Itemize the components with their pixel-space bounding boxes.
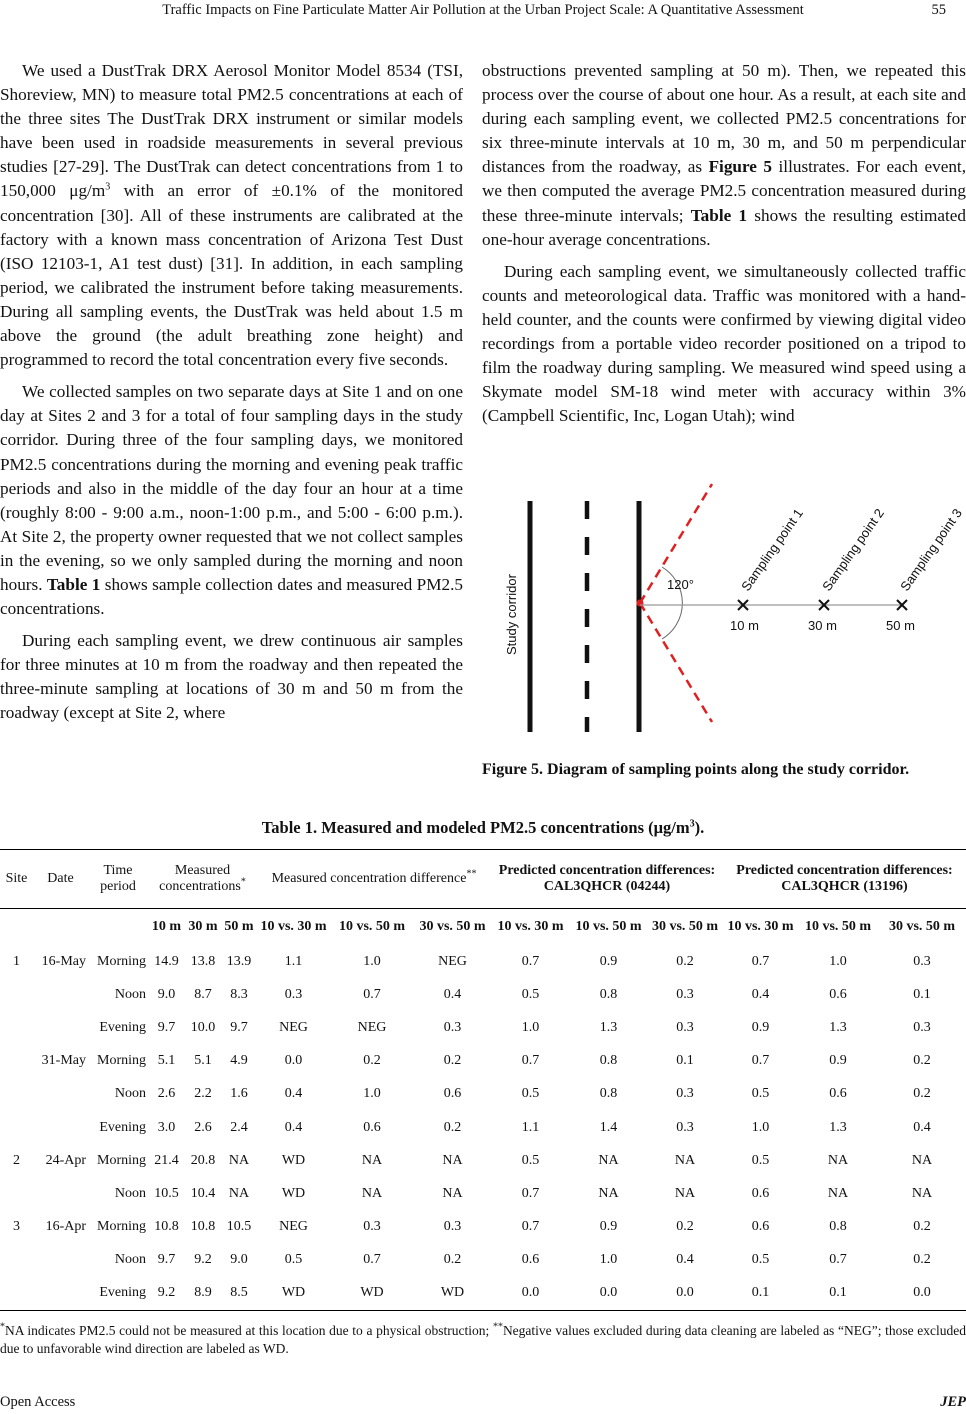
value-cell: 8.9 (185, 1277, 221, 1311)
subheader-cell: 10 vs. 50 m (798, 909, 878, 946)
value-cell: 0.4 (676, 1252, 694, 1268)
value-cell: 0.8 (599, 1086, 618, 1102)
value-cell: 13.9 (226, 953, 252, 969)
value-cell: 0.2 (443, 1053, 462, 1069)
value-cell: 0.5 (521, 986, 540, 1002)
paragraph: During each sampling event, we drew continuous air samples for three minutes at 10 m from the roadway and then repeated the three-minute sampling at locations of 30 m and 50 m from the roadway (except at Site 2, where (0, 631, 463, 723)
date-cell (33, 1177, 88, 1210)
table-row (0, 978, 966, 1011)
value-cell: 0.5 (284, 1252, 303, 1268)
value-cell: NA (911, 1185, 933, 1201)
site-cell (0, 1111, 33, 1144)
value-cell: NEG (279, 1219, 308, 1235)
value-cell: 0.7 (751, 1053, 770, 1069)
figure-ref[interactable]: Figure 5 (708, 157, 773, 177)
value-cell: 0.1 (913, 986, 931, 1002)
site-cell (0, 1277, 33, 1311)
value-cell: 0.9 (599, 1219, 618, 1235)
site-cell (0, 978, 33, 1011)
value-cell: 0.8 (829, 1219, 847, 1235)
value-cell: 9.0 (230, 1252, 248, 1268)
date-cell (33, 1277, 88, 1311)
value-cell: 0.7 (829, 1252, 847, 1268)
value-cell: NA (827, 1152, 849, 1168)
value-cell: 0.6 (363, 1119, 381, 1135)
table-row (0, 1277, 966, 1311)
value-cell: 0.5 (751, 1252, 770, 1268)
value-cell: 0.2 (443, 1119, 462, 1135)
value-cell: 0.6 (829, 986, 847, 1002)
value-cell: 0.9 (751, 1019, 770, 1035)
value-cell: 10.8 (154, 1219, 179, 1235)
value-cell: 2.6 (157, 1086, 176, 1102)
value-cell: 0.1 (723, 1277, 798, 1311)
value-cell: NEG (438, 953, 467, 969)
col-header-measured-diff: Measured concentration difference** (257, 850, 491, 909)
subheader-cell: 10 vs. 30 m (723, 909, 798, 946)
date-cell (33, 1244, 88, 1277)
page-footer (0, 1394, 966, 1414)
table-footnote: *NA indicates PM2.5 could not be measured at this location due to a physical obstruction; **Negative values excluded during data cleaning are labeled as “NEG”; those excluded due to unfavorable wind direction are labeled as WD. (0, 1321, 966, 1356)
value-cell: 4.9 (230, 1053, 248, 1069)
col-header-predicted-04244: Predicted concentration differences: CAL3QHCR (04244) (491, 850, 723, 909)
table-title: Table 1. Measured and modeled PM2.5 concentrations $(\mu g/m^3)$. (261, 818, 705, 837)
paragraph: obstructions prevented sampling at 50 m). Then, we repeated this process over the course of about one hour. As a result, at each site and during each sampling event, we collected PM2.5 concentrations for six three-minute intervals at 10 m, 30 m, and 50 m perpendicular distances from the roadway, as Figure 5 illustrates. For each event, we then computed the average PM2.5 concentration measured during these three-minute intervals; Table 1 shows the resulting estimated one-hour average concentrations. (482, 61, 966, 249)
value-cell: NA (598, 1152, 619, 1168)
value-cell: 0.3 (913, 1019, 931, 1035)
value-cell: 0.3 (284, 986, 303, 1002)
value-cell: 0.0 (491, 1277, 570, 1311)
value-cell: 10.5 (154, 1185, 179, 1201)
value-cell: 1.1 (284, 953, 303, 969)
value-cell: 0.3 (676, 1119, 694, 1135)
value-cell: 0.7 (521, 1053, 540, 1069)
value-cell: NA (442, 1185, 463, 1201)
value-cell: 0.3 (363, 1219, 381, 1235)
subheader-cell: 30 m (185, 909, 221, 946)
value-cell: 9.0 (157, 986, 176, 1002)
value-cell: NA (674, 1185, 696, 1201)
date-cell: 31-May (41, 1053, 86, 1069)
value-cell: 0.4 (443, 986, 462, 1002)
left-column (0, 59, 463, 734)
date-cell: 16-May (41, 953, 86, 969)
data-table (0, 849, 966, 1311)
value-cell: 10.5 (226, 1219, 252, 1235)
value-cell: NEG (279, 1019, 308, 1035)
value-cell: 0.5 (521, 1152, 540, 1168)
subheader-cell: 10 vs. 50 m (330, 909, 414, 946)
subheader-cell: 30 vs. 50 m (647, 909, 723, 946)
figure-5-diagram (482, 470, 966, 760)
value-cell: 8.5 (221, 1277, 257, 1311)
period-cell: Evening (88, 1277, 148, 1311)
value-cell: 1.6 (230, 1086, 248, 1102)
period-cell: Noon (114, 1252, 146, 1268)
value-cell: NA (228, 1185, 250, 1201)
sampling-point-1-label: Sampling point 1 (738, 505, 807, 594)
table-ref[interactable]: Table 1 (690, 205, 748, 225)
value-cell: 0.3 (443, 1019, 462, 1035)
value-cell: 0.3 (676, 1086, 694, 1102)
value-cell: WD (257, 1277, 330, 1311)
value-cell: 5.1 (194, 1053, 212, 1069)
site-cell: 3 (13, 1219, 20, 1235)
paragraph: During each sampling event, we simultaneously collected traffic counts and meteorological data. Traffic was monitored with a hand-held counter, and the counts were confirmed by viewing digital video recordings from a portable video recorder positioned on a tripod to film the roadway during sampling. We measured wind speed using a Skymate model SM-18 wind meter with accuracy within 3% (Campbell Scientific, Inc, Logan Utah); wind (482, 261, 966, 426)
sampling-point-3-label: Sampling point 3 (897, 505, 966, 594)
value-cell: 0.7 (521, 953, 540, 969)
period-cell: Morning (97, 953, 146, 969)
subheader-cell: 30 vs. 50 m (878, 909, 966, 946)
value-cell: 1.3 (599, 1019, 618, 1035)
value-cell: WD (414, 1277, 491, 1311)
corridor-label: Study corridor (504, 574, 519, 655)
subheader-cell: 10 vs. 50 m (570, 909, 647, 946)
value-cell: 0.7 (521, 1219, 540, 1235)
value-cell: 0.0 (647, 1277, 723, 1311)
value-cell: 8.7 (194, 986, 212, 1002)
value-cell: 0.5 (521, 1086, 540, 1102)
site-cell (0, 1244, 33, 1277)
value-cell: 8.3 (230, 986, 248, 1002)
value-cell: 0.6 (829, 1086, 847, 1102)
period-cell: Morning (97, 1219, 146, 1235)
value-cell: 1.0 (829, 953, 847, 969)
site-cell (0, 1177, 33, 1210)
period-cell: Evening (99, 1019, 146, 1035)
value-cell: NA (674, 1152, 696, 1168)
figure-caption: Figure 5. Diagram of sampling points along the study corridor. (482, 761, 910, 778)
value-cell: 0.4 (284, 1119, 303, 1135)
value-cell: 13.8 (190, 953, 216, 969)
value-cell: 0.1 (676, 1053, 694, 1069)
site-cell (0, 1011, 33, 1044)
table-row (0, 1177, 966, 1210)
value-cell: 0.2 (913, 1252, 931, 1268)
value-cell: 0.5 (751, 1086, 770, 1102)
value-cell: 0.6 (751, 1185, 770, 1201)
sampling-diagram (482, 470, 966, 760)
value-cell: 10.0 (190, 1019, 216, 1035)
value-cell: NA (827, 1185, 849, 1201)
distance-label-30m: 30 m (808, 618, 837, 633)
value-cell: 0.7 (751, 953, 770, 969)
value-cell: 0.2 (363, 1053, 381, 1069)
value-cell: 0.3 (676, 1019, 694, 1035)
value-cell: 10.4 (190, 1185, 216, 1201)
table-row (0, 1144, 966, 1177)
value-cell: 1.0 (363, 953, 381, 969)
value-cell: 1.0 (521, 1019, 540, 1035)
value-cell: WD (281, 1185, 306, 1201)
value-cell: 0.8 (599, 986, 618, 1002)
angle-label: 120° (667, 577, 694, 592)
site-cell (0, 1045, 33, 1078)
sampling-point-2-label: Sampling point 2 (819, 505, 888, 594)
date-cell (33, 1111, 88, 1144)
period-cell: Morning (97, 1152, 146, 1168)
site-cell: 1 (13, 953, 20, 969)
value-cell: 1.3 (829, 1019, 847, 1035)
col-header-date: Date (33, 850, 88, 909)
table-row (0, 1045, 966, 1078)
open-access-label: Open Access (0, 1394, 76, 1410)
table-row (0, 1111, 966, 1144)
value-cell: WD (281, 1152, 306, 1168)
page-number: 55 (931, 2, 946, 18)
value-cell: NA (911, 1152, 933, 1168)
paragraph: We used a DustTrak DRX Aerosol Monitor Model 8534 (TSI, Shoreview, MN) to measure total PM2.5 concentrations at each of the three sites The DustTrak DRX instrument or similar models have been used in roadside measurements in several previous studies [27-29]. The DustTrak can detect concentrations from 1 to 150,000 $\mu g/m^3$ with an error of ±0.1% of the monitored concentration [30]. All of these instruments are calibrated at the factory with a known mass concentration of Arizona Test Dust (ISO 12103-1, A1 test dust) [31]. In addition, in each sampling period, we calibrated the instrument before taking measurements. During all sampling events, the DustTrak was held about 1.5 m above the ground (the adult breathing zone height) and programmed to record the total concentration every five seconds. (0, 61, 463, 370)
value-cell: 21.4 (154, 1152, 179, 1168)
value-cell: 14.9 (154, 953, 179, 969)
value-cell: WD (330, 1277, 414, 1311)
value-cell: 0.2 (443, 1252, 462, 1268)
value-cell: NA (228, 1152, 250, 1168)
value-cell: 0.0 (878, 1277, 966, 1311)
col-header-site: Site (0, 850, 33, 909)
table-body (0, 945, 966, 1311)
value-cell: 10.8 (190, 1219, 216, 1235)
value-cell: 0.7 (521, 1185, 540, 1201)
page-header (0, 0, 966, 22)
value-cell: 0.8 (599, 1053, 618, 1069)
value-cell: 0.4 (913, 1119, 931, 1135)
journal-abbrev: JEP (940, 1394, 966, 1410)
value-cell: 0.2 (913, 1086, 931, 1102)
value-cell: NA (361, 1152, 383, 1168)
period-cell: Noon (114, 1185, 146, 1201)
value-cell: 20.8 (190, 1152, 216, 1168)
value-cell: NA (361, 1185, 383, 1201)
date-cell (33, 1078, 88, 1111)
value-cell: 1.4 (599, 1119, 618, 1135)
value-cell: 0.2 (913, 1053, 931, 1069)
subheader-cell: 10 m (148, 909, 185, 946)
table-ref[interactable]: Table 1 (46, 574, 101, 594)
value-cell: 9.7 (157, 1019, 176, 1035)
value-cell: 0.0 (284, 1053, 303, 1069)
value-cell: 0.6 (443, 1086, 462, 1102)
value-cell: 2.2 (194, 1086, 212, 1102)
value-cell: 0.6 (751, 1219, 770, 1235)
value-cell: 1.0 (363, 1086, 381, 1102)
running-title: Traffic Impacts on Fine Particulate Matter Air Pollution at the Urban Project Scale: A Quantitative Assessment (162, 2, 804, 18)
value-cell: 1.0 (751, 1119, 770, 1135)
table-row (0, 945, 966, 978)
value-cell: 2.6 (194, 1119, 212, 1135)
value-cell: 5.1 (157, 1053, 176, 1069)
value-cell: 1.1 (521, 1119, 540, 1135)
wind-sector-lower (640, 603, 712, 722)
value-cell: 9.2 (148, 1277, 185, 1311)
table-row (0, 1011, 966, 1044)
col-header-time-period: Time period (88, 850, 148, 909)
value-cell: 0.3 (443, 1219, 462, 1235)
subheader-cell: 30 vs. 50 m (414, 909, 491, 946)
value-cell: 0.7 (363, 1252, 381, 1268)
right-column (482, 59, 966, 436)
value-cell: 0.4 (284, 1086, 303, 1102)
value-cell: 0.3 (913, 953, 931, 969)
value-cell: 0.1 (798, 1277, 878, 1311)
value-cell: 9.7 (157, 1252, 176, 1268)
value-cell: 0.9 (829, 1053, 847, 1069)
value-cell: 9.7 (230, 1019, 248, 1035)
subheader-cell: 10 vs. 30 m (491, 909, 570, 946)
table-row (0, 1211, 966, 1244)
value-cell: NEG (357, 1019, 387, 1035)
date-cell: 24-Apr (45, 1152, 86, 1168)
value-cell: 3.0 (157, 1119, 176, 1135)
distance-label-10m: 10 m (730, 618, 759, 633)
table-row (0, 1244, 966, 1277)
value-cell: 0.0 (570, 1277, 647, 1311)
value-cell: 0.5 (751, 1152, 770, 1168)
value-cell: NA (598, 1185, 619, 1201)
site-cell (0, 1078, 33, 1111)
value-cell: 0.2 (913, 1219, 931, 1235)
value-cell: 0.6 (521, 1252, 540, 1268)
value-cell: 9.2 (194, 1252, 212, 1268)
date-cell: 16-Apr (45, 1219, 86, 1235)
period-cell: Evening (99, 1119, 146, 1135)
table-header-row (0, 850, 966, 909)
subheader-cell: 10 vs. 30 m (257, 909, 330, 946)
site-cell: 2 (13, 1152, 20, 1168)
period-cell: Morning (97, 1053, 146, 1069)
date-cell (33, 1011, 88, 1044)
distance-label-50m: 50 m (886, 618, 915, 633)
value-cell: 0.9 (599, 953, 618, 969)
value-cell: 0.4 (751, 986, 770, 1002)
value-cell: 1.0 (599, 1252, 618, 1268)
paragraph: We collected samples on two separate days at Site 1 and on one day at Sites 2 and 3 for a total of four sampling days in the study corridor. During three of the four sampling days, we monitored PM2.5 concentrations during the morning and evening peak traffic periods and also in the middle of the day four an hour at a time (roughly 8:00 - 9:00 a.m., noon-1:00 p.m., and 5:00 - 6:00 p.m.). At Site 2, the property owner requested that we not collect samples in the evening, so we only sampled during the morning and noon hours. Table 1 shows sample collection dates and measured PM2.5 concentrations. (0, 382, 463, 619)
value-cell: 0.7 (363, 986, 381, 1002)
period-cell: Noon (114, 986, 146, 1002)
date-cell (33, 978, 88, 1011)
period-cell: Noon (114, 1086, 146, 1102)
value-cell: NA (442, 1152, 463, 1168)
subheader-cell: 50 m (221, 909, 257, 946)
value-cell: 1.3 (829, 1119, 847, 1135)
table-subheader-row (0, 909, 966, 946)
value-cell: 0.2 (676, 1219, 694, 1235)
col-header-predicted-13196: Predicted concentration differences: CAL3QHCR (13196) (723, 850, 966, 909)
value-cell: 2.4 (230, 1119, 248, 1135)
table-row (0, 1078, 966, 1111)
value-cell: 0.3 (676, 986, 694, 1002)
col-header-measured: Measured concentrations* (148, 850, 257, 909)
value-cell: 0.2 (676, 953, 694, 969)
